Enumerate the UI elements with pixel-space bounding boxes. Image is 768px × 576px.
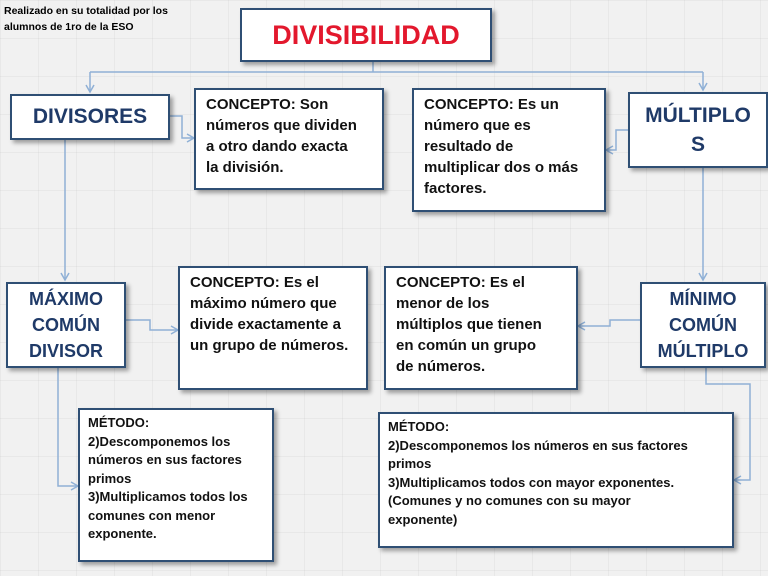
connector-mcd-method <box>58 368 78 486</box>
connector-mcm-concept <box>578 320 640 326</box>
connector-divisores-concept <box>170 116 194 138</box>
node-minimo-comun-multiplo: MÍNIMO COMÚN MÚLTIPLO <box>640 282 766 368</box>
concept-multiplos: CONCEPTO: Es un número que es resultado de multiplicar dos o más factores. <box>412 88 606 212</box>
page-title: DIVISIBILIDAD <box>240 8 492 62</box>
credit-text: Realizado en su totalidad por los alumnos de 1ro de la ESO <box>4 5 168 33</box>
concept-mcd: CONCEPTO: Es el máximo número que divide exactamente a un grupo de números. <box>178 266 368 390</box>
node-maximo-comun-divisor: MÁXIMO COMÚN DIVISOR <box>6 282 126 368</box>
connector-multiplos-concept <box>606 130 628 150</box>
connector-mcd-concept <box>126 320 178 330</box>
method-mcd: MÉTODO: 2)Descomponemos los números en sus factores primos 3)Multiplicamos todos los comunes con menor exponente. <box>78 408 274 562</box>
node-multiplos: MÚLTIPLO S <box>628 92 768 168</box>
concept-divisores: CONCEPTO: Son números que dividen a otro dando exacta la división. <box>194 88 384 190</box>
node-divisores: DIVISORES <box>10 94 170 140</box>
concept-mcm: CONCEPTO: Es el menor de los múltiplos que tienen en común un grupo de números. <box>384 266 578 390</box>
method-mcm: MÉTODO: 2)Descomponemos los números en sus factores primos 3)Multiplicamos todos con mayor exponentes. (Comunes y no comunes con su mayor exponente) <box>378 412 734 548</box>
